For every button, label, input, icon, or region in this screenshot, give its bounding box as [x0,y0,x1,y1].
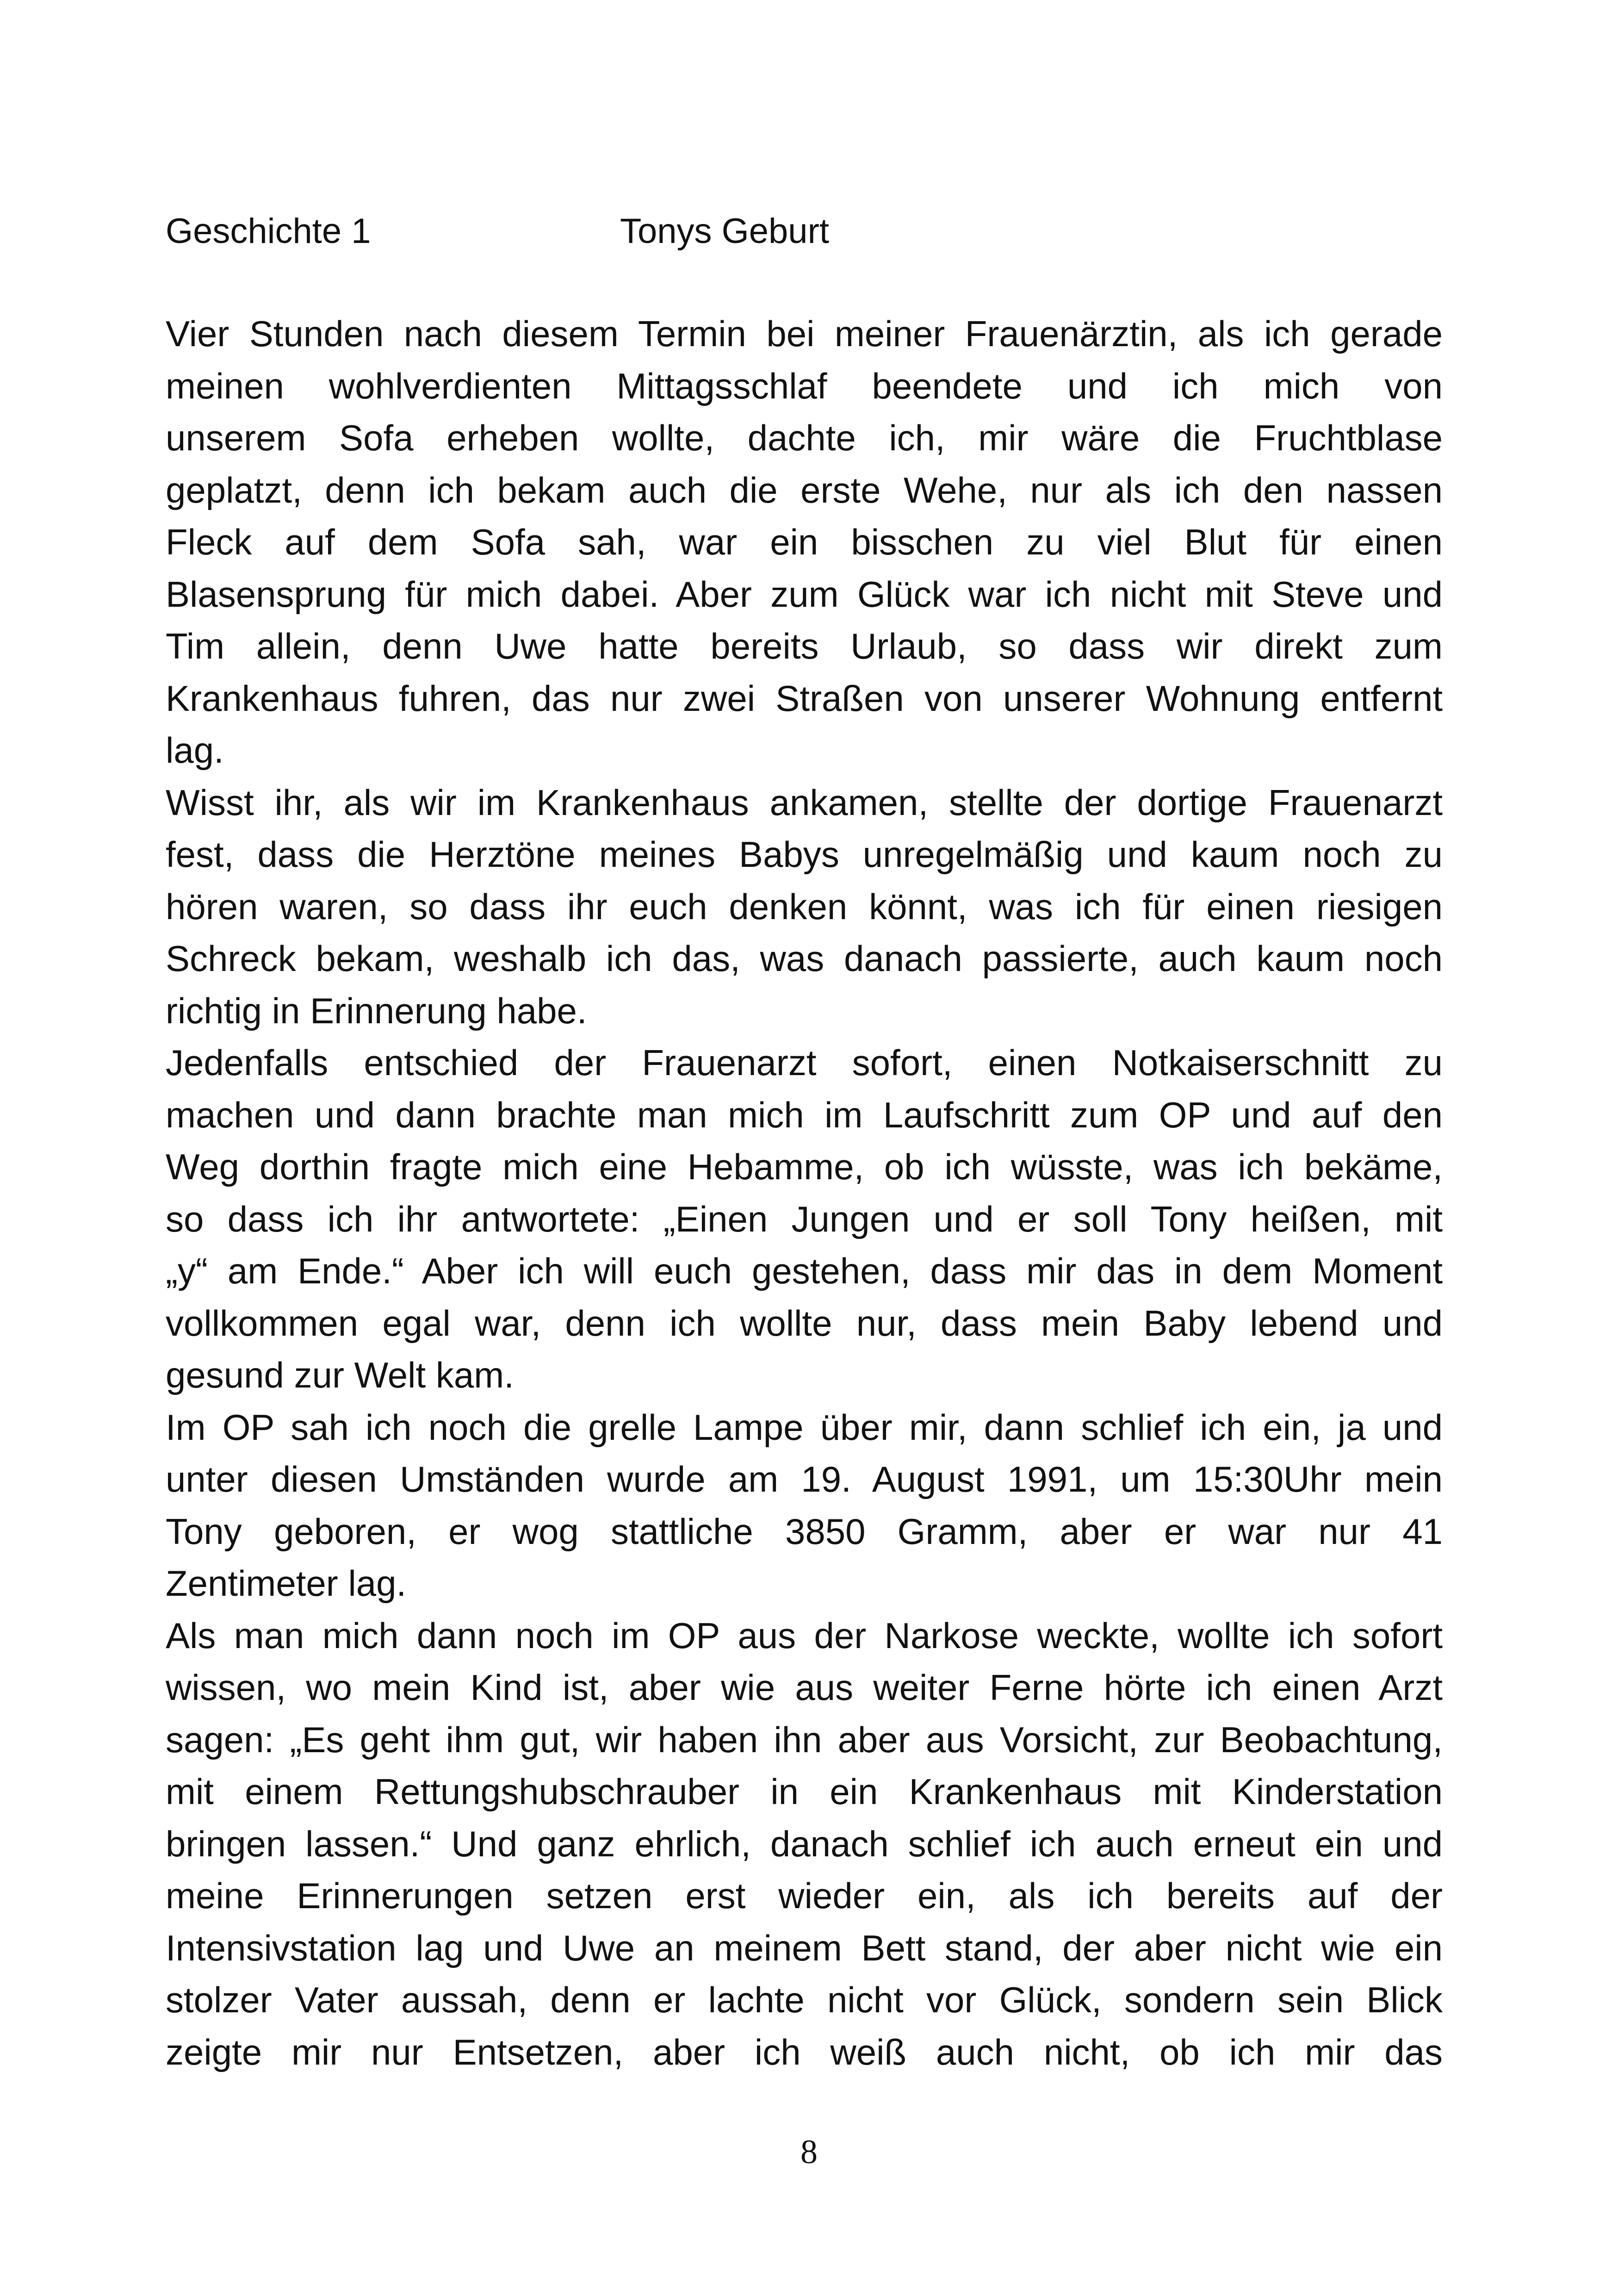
text-line: Tim allein, denn Uwe hatte bereits Urlaub, so dass wir direkt zum [166,626,1443,666]
text-line: unter diesen Umständen wurde am 19. August 1991, um 15:30Uhr mein [166,1459,1443,1500]
paragraph [166,1037,1443,1401]
text-line: stolzer Vater aussah, denn er lachte nicht vor Glück, sondern sein Blick [166,1979,1443,2020]
story-body [166,308,1443,2078]
text-line: richtig in Erinnerung habe. [166,990,587,1031]
text-line: „y“ am Ende.“ Aber ich will euch gestehen, dass mir das in dem Moment [166,1251,1443,1291]
text-line: hören waren, so dass ihr euch denken könnt, was ich für einen riesigen [166,886,1443,927]
text-line: Blasensprung für mich dabei. Aber zum Glück war ich nicht mit Steve und [166,573,1443,615]
text-line: wissen, wo mein Kind ist, aber wie aus weiter Ferne hörte ich einen Arzt [166,1667,1443,1708]
paragraph [166,1610,1443,2078]
text-line: fest, dass die Herztöne meines Babys unregelmäßig und kaum noch zu [166,834,1443,875]
text-line: Tony geboren, er wog stattliche 3850 Gramm, aber er war nur 41 [166,1511,1443,1552]
paragraph [166,1401,1443,1610]
text-line: zeigte mir nur Entsetzen, aber ich weiß auch nicht, ob ich mir das [166,2031,1443,2072]
text-line: Intensivstation lag und Uwe an meinem Bett stand, der aber nicht wie ein [166,1927,1443,1968]
text-line: Fleck auf dem Sofa sah, war ein bisschen zu viel Blut für einen [166,522,1443,562]
text-line: Zentimeter lag. [166,1563,407,1604]
text-line: vollkommen egal war, denn ich wollte nur, dass mein Baby lebend und [166,1302,1443,1344]
text-line: mit einem Rettungshubschrauber in ein Krankenhaus mit Kinderstation [166,1771,1443,1812]
text-line: unserem Sofa erheben wollte, dachte ich, mir wäre die Fruchtblase [166,417,1443,458]
text-line: Weg dorthin fragte mich eine Hebamme, ob ich wüsste, was ich bekäme, [166,1146,1443,1187]
story-heading [166,204,1452,259]
text-line: Krankenhaus fuhren, das nur zwei Straßen von unserer Wohnung entfernt [166,678,1443,719]
text-line: machen und dann brachte man mich im Laufschritt zum OP und auf den [166,1094,1443,1135]
text-line: Im OP sah ich noch die grelle Lampe über mir, dann schlief ich ein, ja und [166,1406,1443,1448]
page-number: 8 [800,2133,818,2171]
text-line: Wisst ihr, als wir im Krankenhaus ankamen, stellte der dortige Frauenarzt [166,782,1443,823]
text-line: bringen lassen.“ Und ganz ehrlich, danach schlief ich auch erneut ein und [166,1823,1443,1864]
text-line: lag. [166,730,224,771]
text-line: Vier Stunden nach diesem Termin bei meiner Frauenärztin, als ich gerade [166,313,1443,354]
paragraph [166,308,1443,777]
text-line: geplatzt, denn ich bekam auch die erste Wehe, nur als ich den nassen [166,469,1443,510]
text-line: Schreck bekam, weshalb ich das, was danach passierte, auch kaum noch [166,938,1443,979]
text-line: meinen wohlverdienten Mittagsschlaf beendete und ich mich von [166,365,1443,406]
story-number: Geschichte 1 [166,212,371,251]
text-line: gesund zur Welt kam. [166,1355,514,1395]
text-line: so dass ich ihr antwortete: „Einen Jungen und er soll Tony heißen, mit [166,1198,1443,1239]
text-line: sagen: „Es geht ihm gut, wir haben ihn aber aus Vorsicht, zur Beobachtung, [166,1719,1443,1760]
story-title: Tonys Geburt [620,212,829,251]
text-line: meine Erinnerungen setzen erst wieder ein, als ich bereits auf der [166,1875,1443,1916]
text-line: Als man mich dann noch im OP aus der Narkose weckte, wollte ich sofort [166,1615,1443,1656]
text-line: Jedenfalls entschied der Frauenarzt sofort, einen Notkaiserschnitt zu [166,1042,1443,1083]
paragraph [166,777,1443,1037]
